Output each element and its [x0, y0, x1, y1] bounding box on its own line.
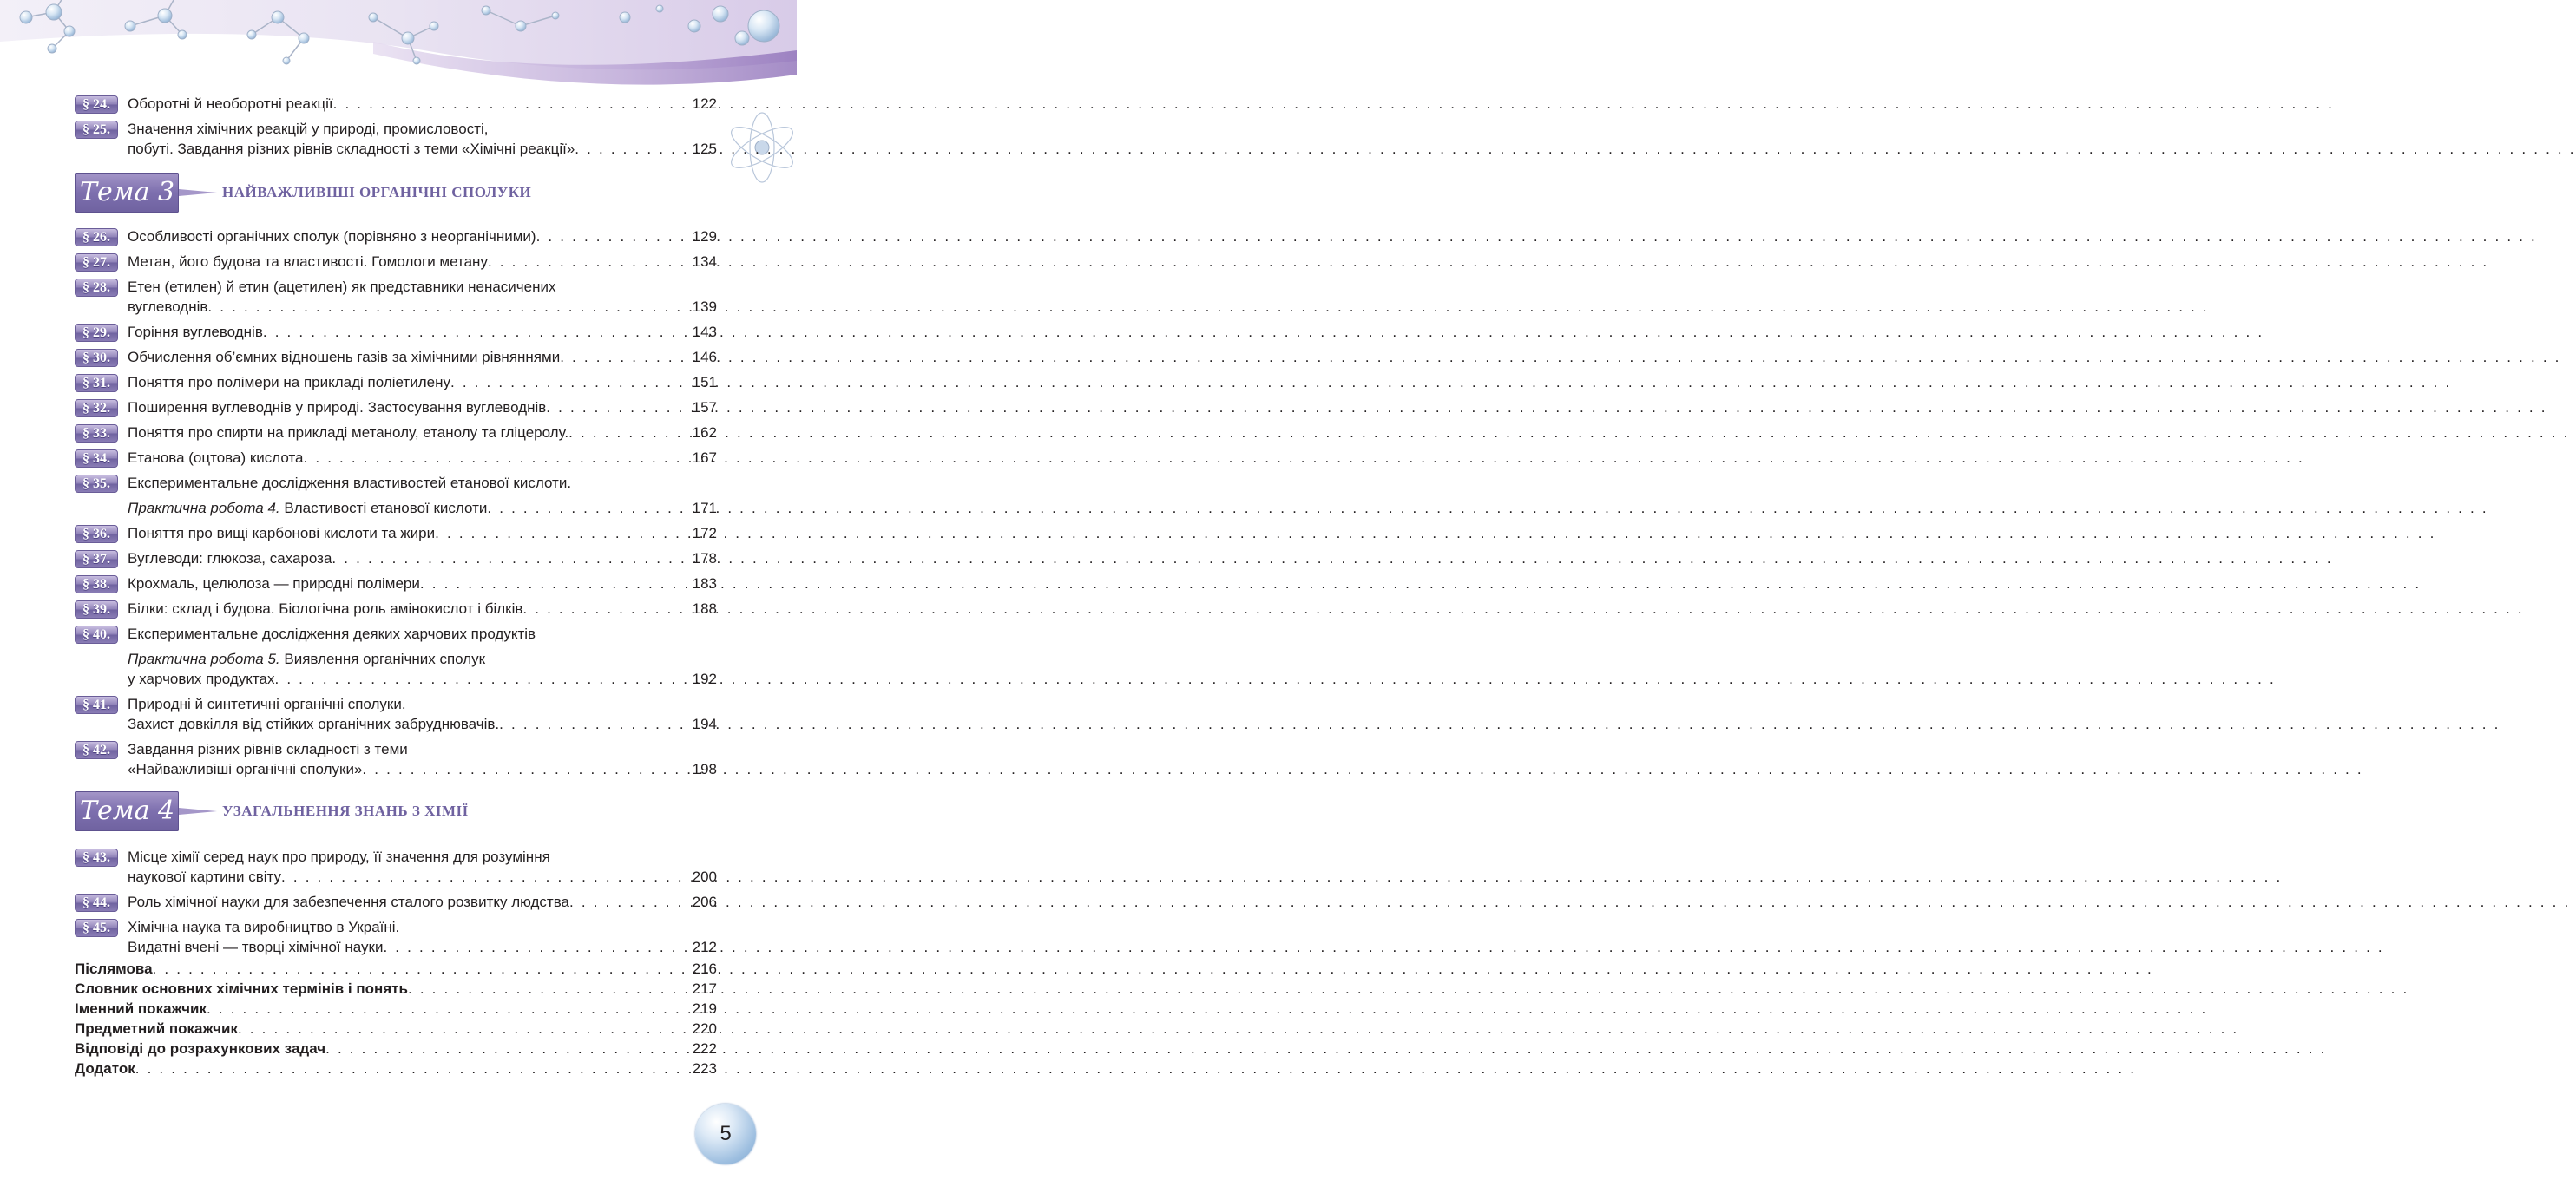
toc-entry-title: Метан, його будова та властивості. Гомологи метану: [128, 253, 488, 270]
dot-leader: [420, 574, 687, 593]
toc-entry-title: Хімічна наука та виробництво в Україні.: [128, 919, 400, 935]
toc-entry-title: Етен (етилен) й етин (ацетилен) як представники ненасичених: [128, 279, 556, 295]
section-number-badge: § 26.: [75, 228, 118, 246]
toc-entry-title: наукової картини світу: [128, 869, 281, 885]
practical-work-label: Практична робота 5.: [128, 651, 280, 667]
toc-entry-line: [128, 322, 717, 342]
toc-entry-line: [128, 347, 717, 367]
section-number-badge: § 33.: [75, 424, 118, 442]
toc-entry[interactable]: [75, 397, 717, 417]
dot-leader: [450, 372, 687, 392]
toc-entry[interactable]: [75, 574, 717, 593]
back-matter-title: Словник основних хімічних термінів і понять: [75, 980, 408, 997]
page-ref: 206: [692, 894, 717, 910]
page-ref: 222: [692, 1040, 717, 1057]
section-list: [75, 226, 717, 779]
back-matter-title: Післямова: [75, 960, 153, 977]
page-ref: 212: [692, 939, 717, 955]
dot-leader: [488, 252, 687, 272]
theme-title: НАЙВАЖЛИВІШІ ОРГАНІЧНІ СПОЛУКИ: [222, 184, 532, 200]
page-ref: 125: [692, 141, 717, 157]
page-ref: 216: [692, 960, 717, 977]
toc-entry[interactable]: [75, 94, 717, 114]
dot-leader: [274, 669, 687, 689]
toc-entry-title: Поняття про полімери на прикладі поліетилену: [128, 374, 450, 390]
section-number-badge: § 43.: [75, 849, 118, 867]
toc-entry-title: Поширення вуглеводнів у природі. Застосування вуглеводнів: [128, 399, 547, 416]
toc-entry-title: Обчислення об’ємних відношень газів за хімічними рівняннями: [128, 349, 561, 365]
dot-leader: [153, 959, 687, 979]
toc-entry[interactable]: [75, 523, 717, 543]
toc-entry[interactable]: [75, 423, 717, 442]
toc-entry-title: Роль хімічної науки для забезпечення сталого розвитку людства: [128, 894, 570, 910]
page-ref: 157: [692, 399, 717, 416]
section-number-badge: § 29.: [75, 324, 118, 342]
dot-leader: [499, 714, 687, 734]
toc-entry[interactable]: [75, 226, 717, 246]
page-ref: 223: [692, 1060, 717, 1077]
page-ref: 178: [692, 550, 717, 567]
page-ref: 134: [692, 253, 717, 270]
toc-entry-line: [128, 669, 717, 689]
page-ref: 122: [692, 95, 717, 112]
section-number-badge: § 37.: [75, 550, 118, 568]
dot-leader: [332, 548, 687, 568]
back-matter-title: Іменний покажчик: [75, 1000, 207, 1017]
theme-label: Тема 3: [75, 173, 179, 213]
section-number-badge: § 40.: [75, 626, 118, 644]
page-ref: 194: [692, 716, 717, 732]
toc-entry-line: [128, 94, 717, 114]
section-number-badge: § 39.: [75, 600, 118, 619]
page-ref: 171: [692, 500, 717, 516]
toc-entry[interactable]: [75, 347, 717, 367]
toc-entry-title: вуглеводнів: [128, 298, 208, 315]
page-ref: 162: [692, 424, 717, 441]
practical-work-label: Практична робота 4.: [128, 500, 280, 516]
toc-entry[interactable]: [75, 322, 717, 342]
page-ref: 167: [692, 449, 717, 466]
toc-entry[interactable]: [75, 473, 717, 518]
toc-entry-line: [128, 423, 717, 442]
theme-label: Тема 4: [75, 791, 179, 831]
page-ref: 198: [692, 761, 717, 777]
section-number-badge: § 30.: [75, 349, 118, 367]
toc-entry[interactable]: [75, 599, 717, 619]
arrow-right-icon: [179, 187, 217, 198]
dot-leader: [304, 448, 687, 468]
toc-entry[interactable]: [75, 624, 717, 689]
toc-entry-title: Видатні вчені — творці хімічної науки: [128, 939, 384, 955]
page-ref: 143: [692, 324, 717, 340]
theme-title: УЗАГАЛЬНЕННЯ ЗНАНЬ З ХІМІЇ: [222, 803, 469, 819]
toc-entry-line: [128, 139, 717, 159]
toc-entry-title: [128, 498, 487, 518]
toc-entry-title: Поняття про спирти на прикладі метанолу, етанолу та гліцеролу.: [128, 424, 569, 441]
page-ref: 219: [692, 1000, 717, 1017]
toc-entry-title: Експериментальне дослідження властивостей етанової кислоти.: [128, 475, 572, 491]
toc-entry[interactable]: [75, 372, 717, 392]
page-number: 5: [695, 1104, 756, 1164]
toc-entry-title: Етанова (оцтова) кислота: [128, 449, 304, 466]
toc-entry-line: [128, 599, 717, 619]
section-number-badge: § 36.: [75, 525, 118, 543]
section-number-badge: § 28.: [75, 279, 118, 297]
toc-entry-line: [128, 937, 717, 957]
toc-entry-title: Значення хімічних реакцій у природі, промисловості,: [128, 121, 489, 137]
dot-leader: [333, 94, 687, 114]
dot-leader: [408, 979, 687, 999]
dot-leader: [207, 999, 687, 1019]
toc-entry[interactable]: [75, 448, 717, 468]
toc-entry-title: [128, 649, 717, 669]
toc-entry-line: [128, 252, 717, 272]
toc-entry-title: Місце хімії серед наук про природу, її значення для розуміння: [128, 849, 550, 865]
toc-entry[interactable]: [75, 548, 717, 568]
dot-leader: [569, 892, 687, 912]
back-matter-entry[interactable]: [75, 1039, 717, 1059]
toc-entry-line: [128, 574, 717, 593]
theme-heading[interactable]: [75, 166, 717, 220]
toc-entry-title: Білки: склад і будова. Біологічна роль амінокислот і білків: [128, 600, 523, 617]
toc-entry-line: [128, 548, 717, 568]
toc-entry-title: «Найважливіші органічні сполуки»: [128, 761, 363, 777]
dot-leader: [362, 759, 687, 779]
toc-entry-title: побуті. Завдання різних рівнів складності з теми «Хімічні реакції»: [128, 141, 575, 157]
dot-leader: [568, 423, 687, 442]
toc-entry-line: [128, 759, 717, 779]
toc-entry[interactable]: [75, 277, 717, 317]
toc-entry-line: [128, 372, 717, 392]
dot-leader: [575, 139, 687, 159]
page-ref: 129: [692, 228, 717, 245]
practical-work-title: Виявлення органічних сполук: [279, 651, 486, 667]
back-matter-title: Предметний покажчик: [75, 1020, 238, 1037]
section-number-badge: § 34.: [75, 449, 118, 468]
header-molecule-decoration: [0, 0, 797, 97]
back-matter-entry[interactable]: [75, 1019, 717, 1039]
section-number-badge: § 25.: [75, 121, 118, 139]
toc-entry[interactable]: [75, 119, 717, 159]
back-matter-entry[interactable]: [75, 979, 717, 999]
section-number-badge: § 27.: [75, 253, 118, 272]
toc-entry-title: Оборотні й необоротні реакції: [128, 95, 333, 112]
toc-entry-title: Поняття про вищі карбонові кислоти та жири: [128, 525, 436, 541]
toc-entry-line: [128, 867, 717, 887]
toc-entry-line: [128, 297, 717, 317]
section-number-badge: § 44.: [75, 894, 118, 912]
back-matter-title: Відповіді до розрахункових задач: [75, 1040, 326, 1057]
toc-entry-line: [128, 448, 717, 468]
toc-entry-title: Особливості органічних сполук (порівняно з неорганічними): [128, 228, 536, 245]
section-number-badge: § 35.: [75, 475, 118, 493]
page-ref: 220: [692, 1020, 717, 1037]
back-matter-list: [75, 959, 717, 1078]
section-number-badge: § 24.: [75, 95, 118, 114]
back-matter-entry[interactable]: [75, 999, 717, 1019]
dot-leader: [325, 1039, 687, 1059]
toc-entry-line: [128, 498, 717, 518]
dot-leader: [522, 599, 687, 619]
arrow-right-icon: [179, 806, 217, 816]
page-ref: 200: [692, 869, 717, 885]
toc-entry[interactable]: [75, 739, 717, 779]
dot-leader: [487, 498, 687, 518]
toc-entry-line: [128, 523, 717, 543]
dot-leader: [560, 347, 687, 367]
toc-entry[interactable]: [75, 917, 717, 957]
page-ref: 172: [692, 525, 717, 541]
back-matter-entry[interactable]: [75, 959, 717, 979]
dot-leader: [435, 523, 687, 543]
section-number-badge: § 45.: [75, 919, 118, 937]
toc-entry-title: Захист довкілля від стійких органічних забруднювачів.: [128, 716, 500, 732]
theme-heading[interactable]: [75, 784, 717, 838]
dot-leader: [536, 226, 687, 246]
page-ref: 139: [692, 298, 717, 315]
section-number-badge: § 42.: [75, 741, 118, 759]
toc-entry-title: Горіння вуглеводнів: [128, 324, 263, 340]
toc-entry[interactable]: [75, 892, 717, 912]
dot-leader: [546, 397, 687, 417]
toc-entry-title: Вуглеводи: глюкоза, сахароза: [128, 550, 332, 567]
section-number-badge: § 41.: [75, 696, 118, 714]
toc-entry-title: Природні й синтетичні органічні сполуки.: [128, 696, 406, 712]
dot-leader: [207, 297, 687, 317]
toc-entry-line: [128, 397, 717, 417]
toc-entry-line: [128, 892, 717, 912]
page-ref: 192: [692, 671, 717, 687]
dot-leader: [135, 1059, 687, 1078]
page-ref: 151: [692, 374, 717, 390]
page-ref: 217: [692, 980, 717, 997]
toc-entry[interactable]: [75, 847, 717, 887]
page-ref: 146: [692, 349, 717, 365]
back-matter-title: Додаток: [75, 1060, 135, 1077]
practical-work-title: Властивості етанової кислоти: [279, 500, 488, 516]
back-matter-entry[interactable]: [75, 1059, 717, 1078]
toc-entry-title: у харчових продуктах: [128, 671, 275, 687]
toc-entry[interactable]: [75, 694, 717, 734]
toc-entry-line: [128, 226, 717, 246]
section-number-badge: § 32.: [75, 399, 118, 417]
toc-entry-title: Завдання різних рівнів складності з теми: [128, 741, 408, 757]
page-ref: 188: [692, 600, 717, 617]
toc-entry[interactable]: [75, 252, 717, 272]
dot-leader: [238, 1019, 687, 1039]
section-number-badge: § 38.: [75, 575, 118, 593]
toc-entry-title: Крохмаль, целюлоза — природні полімери: [128, 575, 420, 592]
dot-leader: [263, 322, 687, 342]
table-of-contents: [75, 94, 717, 1078]
dot-leader: [383, 937, 687, 957]
toc-entry-line: [128, 714, 717, 734]
page-ref: 183: [692, 575, 717, 592]
dot-leader: [281, 867, 687, 887]
section-number-badge: § 31.: [75, 374, 118, 392]
toc-entry-title: Експериментальне дослідження деяких харчових продуктів: [128, 626, 536, 642]
